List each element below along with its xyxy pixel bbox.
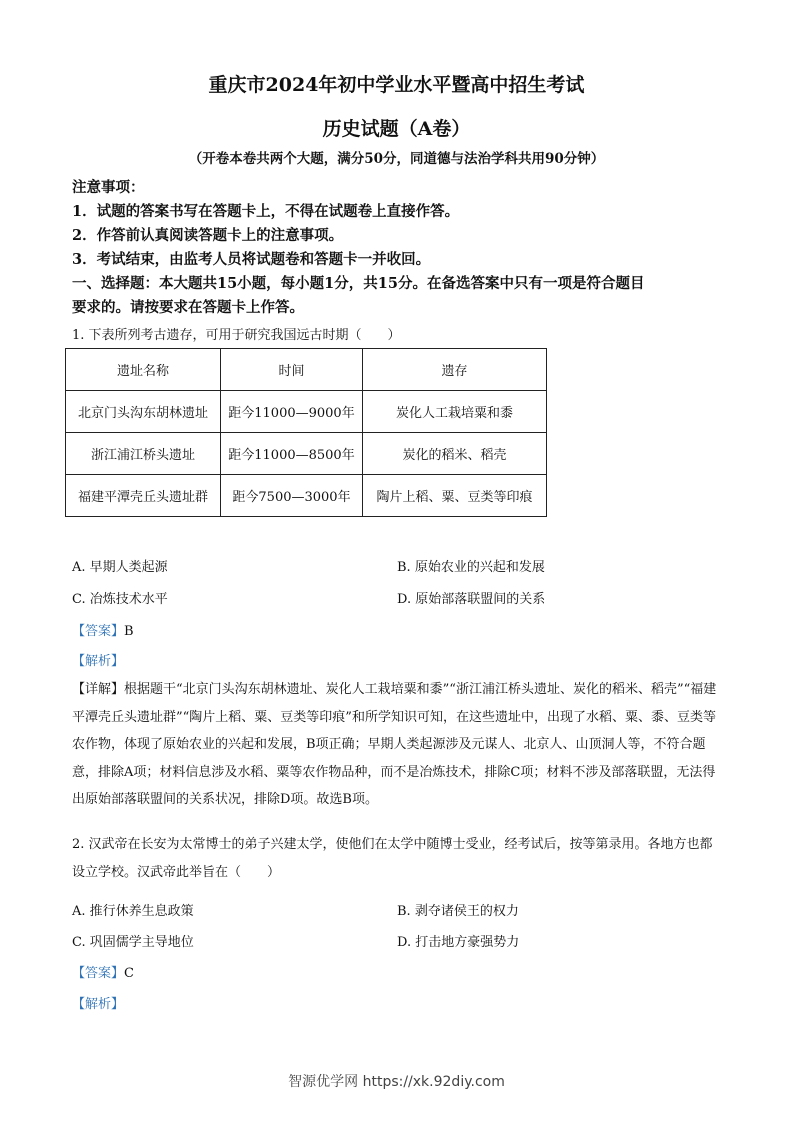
subject-title: 历史试题（A卷） [322, 118, 471, 140]
q1-option-b: B. 原始农业的兴起和发展 [397, 560, 545, 575]
q2-analysis [72, 993, 124, 1012]
analysis-tag: 【解析】 [72, 997, 125, 1012]
answer-tag: 【答案】 [72, 624, 125, 639]
notice-item-1: 1．试题的答案书写在答题卡上，不得在试题卷上直接作答。 [72, 203, 460, 220]
q1-analysis [72, 650, 124, 669]
table-row [66, 433, 547, 475]
table-cell: 距今11000—8500年 [221, 433, 363, 475]
table-cell: 福建平潭壳丘头遗址群 [66, 475, 221, 517]
analysis-tag: 【解析】 [72, 654, 125, 669]
q2-option-a: A. 推行休养生息政策 [72, 904, 194, 919]
table-header: 时间 [221, 349, 363, 391]
exam-title: 重庆市2024年初中学业水平暨高中招生考试 [208, 74, 585, 96]
section-heading-line2: 要求的。请按要求在答题卡上作答。 [72, 299, 304, 316]
notice-item-2: 2．作答前认真阅读答题卡上的注意事项。 [72, 227, 344, 244]
table-cell: 炭化的稻米、稻壳 [363, 433, 547, 475]
table-cell: 距今7500—3000年 [221, 475, 363, 517]
q2-option-d: D. 打击地方豪强势力 [397, 935, 520, 950]
table-cell: 陶片上稻、粟、豆类等印痕 [363, 475, 547, 517]
table-row [66, 391, 547, 433]
q2-answer [72, 962, 134, 981]
detail-tag: 【详解】 [72, 682, 125, 697]
answer-value: B [124, 624, 134, 639]
table-cell: 浙江浦江桥头遗址 [66, 433, 221, 475]
table-header: 遗存 [363, 349, 547, 391]
q1-option-d: D. 原始部落联盟间的关系 [397, 592, 546, 607]
section-heading-line1: 一、选择题：本大题共15小题，每小题1分，共15分。在备选答案中只有一项是符合题目 [72, 275, 645, 292]
table-header-row [66, 349, 547, 391]
q1-option-a: A. 早期人类起源 [72, 560, 168, 575]
table-cell: 北京门头沟东胡林遗址 [66, 391, 221, 433]
table-cell: 炭化人工栽培粟和黍 [363, 391, 547, 433]
archaeology-table [65, 348, 547, 517]
question-2-stem: 2. 汉武帝在长安为太常博士的弟子兴建太学，使他们在太学中随博士受业，经考试后，按等第录用。各地方也都设立学校。汉武帝此举旨在（ ） [72, 837, 713, 880]
table-row [66, 475, 547, 517]
q2-option-c: C. 巩固儒学主导地位 [72, 935, 194, 950]
notice-heading: 注意事项： [72, 179, 145, 196]
answer-value: C [124, 966, 134, 981]
q2-option-b: B. 剥夺诸侯王的权力 [397, 904, 519, 919]
q1-detail [72, 676, 722, 814]
question-1-stem: 1. 下表所列考古遗存，可用于研究我国远古时期（ ） [72, 328, 401, 343]
detail-text: 根据题干“北京门头沟东胡林遗址、炭化人工栽培粟和黍”“浙江浦江桥头遗址、炭化的稻米、稻壳”“福建平潭壳丘头遗址群”“陶片上稻、粟、豆类等印痕”和所学知识可知，在这些遗址中，出现了水稻、粟、黍、豆类等农作物，体现了原始农业的兴起和发展，B项正确；早期人类起源涉及元谋人、北京人、山顶洞人等，不符合题意，排除A项；材料信息涉及水稻、粟等农作物品种，而不是冶炼技术，排除C项；材料不涉及部落联盟，无法得出原始部落联盟间的关系状况，排除D项。故选B项。 [72, 682, 717, 807]
notice-item-3: 3．考试结束，由监考人员将试题卷和答题卡一并收回。 [72, 251, 431, 268]
exam-note: （开卷本卷共两个大题，满分50分，同道德与法治学科共用90分钟） [188, 151, 605, 167]
q1-answer [72, 620, 134, 639]
q1-option-c: C. 冶炼技术水平 [72, 592, 168, 607]
footer-watermark: 智源优学网 https://xk.92diy.com [288, 1074, 505, 1090]
table-header: 遗址名称 [66, 349, 221, 391]
answer-tag: 【答案】 [72, 966, 125, 981]
table-cell: 距今11000—9000年 [221, 391, 363, 433]
